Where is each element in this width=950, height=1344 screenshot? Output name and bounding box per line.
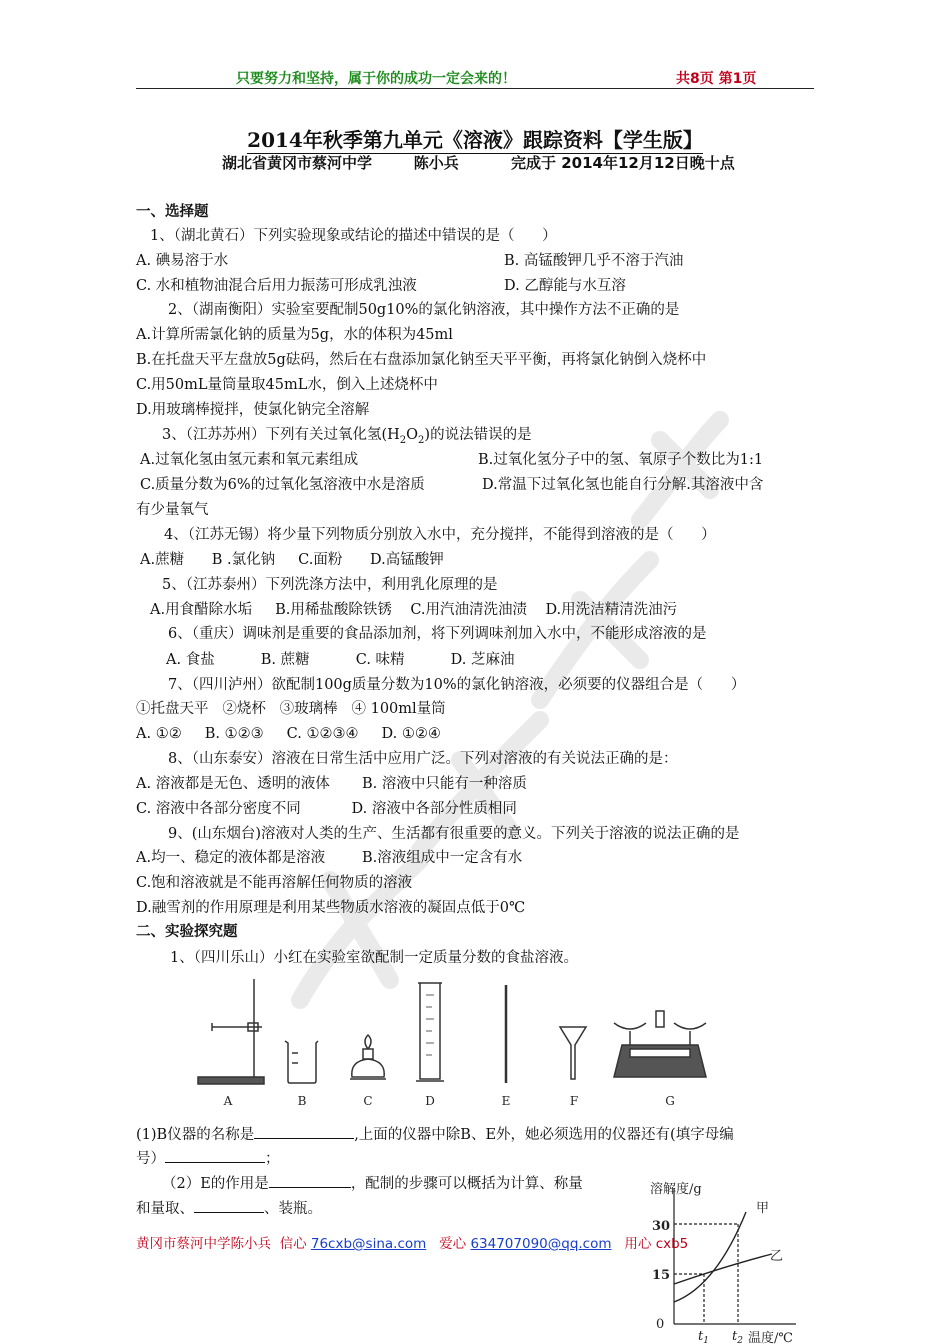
label-g: G [665, 1094, 675, 1108]
q4-options: A.蔗糖 B .氯化钠 C.面粉 D.高锰酸钾 [140, 552, 444, 568]
page-counter: 共8页 第1页 [676, 71, 757, 87]
header-motto: 只要努力和坚持，属于你的成功一定会来的！ [236, 71, 516, 87]
label-e: E [501, 1094, 511, 1108]
exp1-part1-cont: 号） ； [136, 1148, 280, 1169]
alcohol-lamp-illustration [350, 1035, 386, 1079]
q6-stem: 6、（重庆）调味剂是重要的食品添加剂，将下列调味剂加入水中，不能形成溶液的是 [168, 626, 707, 642]
solubility-graph [646, 1176, 806, 1344]
q3-option-a: A.过氧化氢由氢元素和氧元素组成 [140, 452, 359, 468]
section-experiment-heading: 二、实验探究题 [136, 924, 238, 940]
q3-option-d: D.常温下过氧化氢也能自行分解.其溶液中含 [482, 477, 764, 493]
origin-label: 0 [656, 1317, 665, 1332]
answer-blank[interactable] [165, 1148, 265, 1163]
q9-stem: 9、(山东烟台)溶液对人类的生产、生活都有很重要的意义。下列关于溶液的说法正确的是 [168, 826, 740, 842]
q5-stem: 5、（江苏泰州）下列洗涤方法中，利用乳化原理的是 [162, 577, 498, 593]
q1-option-a: A. 碘易溶于水 [136, 253, 229, 269]
footer: 黄冈市蔡河中学陈小兵 信心 76cxb@sina.com 爱心 634707090@qq.com 用心 cxb5 [136, 1236, 689, 1252]
header-rule [136, 88, 814, 89]
exp1-part2-cont: 和量取、 、装瓶。 [136, 1198, 322, 1219]
balance-illustration [614, 1011, 706, 1077]
q3-stem: 3、（江苏苏州）下列有关过氧化氢$(H_2O_2)$的说法错误的是 [162, 427, 532, 446]
y-tick-15: 15 [652, 1268, 671, 1283]
q2-option-c: C.用50mL量筒量取45mL水，倒入上述烧杯中 [136, 377, 438, 393]
apparatus-figure [190, 975, 720, 1115]
answer-blank[interactable] [254, 1124, 354, 1139]
funnel-illustration [560, 1027, 586, 1079]
q9-option-d: D.融雪剂的作用原理是利用某些物质水溶液的凝固点低于0℃ [136, 900, 526, 916]
q1-option-b: B. 高锰酸钾几乎不溶于汽油 [504, 253, 684, 269]
exp1-part2: （2）E的作用是 ，配制的步骤可以概括为计算、称量 [162, 1173, 583, 1194]
q7-options: A. ①② B. ①②③ C. ①②③④ D. ①②④ [136, 726, 441, 742]
beaker-illustration [285, 1041, 318, 1083]
label-c: C [363, 1094, 373, 1108]
q2-option-a: A.计算所需氯化钠的质量为5g，水的体积为45ml [136, 327, 453, 343]
answer-blank[interactable] [194, 1198, 264, 1213]
label-f: F [569, 1094, 579, 1108]
q6-options: A. 食盐 B. 蔗糖 C. 味精 D. 芝麻油 [166, 652, 515, 668]
q2-option-b: B.在托盘天平左盘放5g砝码，然后在右盘添加氯化钠至天平平衡，再将氯化钠倒入烧杯中 [136, 352, 707, 368]
q3-option-b: B.过氧化氢分子中的氢、氧原子个数比为1:1 [478, 452, 764, 468]
curve-jia [674, 1212, 746, 1302]
t1-label: $t_1$ [698, 1329, 709, 1344]
q7-stem: 7、（四川泸州）欲配制100g质量分数为10%的氯化钠溶液，必须要的仪器组合是（ ） [168, 677, 746, 693]
q8-options-ab: A. 溶液都是无色、透明的液体 B. 溶液中只能有一种溶质 [136, 776, 527, 792]
q8-options-cd: C. 溶液中各部分密度不同 D. 溶液中各部分性质相同 [136, 801, 517, 817]
q7-items: ①托盘天平 ②烧杯 ③玻璃棒 ④ 100ml量筒 [136, 701, 446, 717]
x-axis-label: 温度/℃ [748, 1331, 793, 1344]
q1-option-c: C. 水和植物油混合后用力振荡可形成乳浊液 [136, 278, 417, 294]
label-b: B [297, 1094, 307, 1108]
y-tick-30: 30 [652, 1219, 671, 1234]
author-line: 湖北省黄冈市蔡河中学 陈小兵 完成于 2014年12月12日晚十点 [222, 154, 735, 172]
email-link-2[interactable]: 634707090@qq.com [470, 1236, 612, 1252]
curve-jia-label: 甲 [756, 1201, 770, 1216]
exp1-part1: (1)B仪器的名称是 ,上面的仪器中除B、E外，她必须选用的仪器还有(填字母编 [136, 1124, 734, 1145]
graduated-cylinder-illustration [416, 983, 444, 1081]
curve-yi-label: 乙 [770, 1249, 784, 1264]
q2-stem: 2、（湖南衡阳）实验室要配制50g10%的氯化钠溶液，其中操作方法不正确的是 [168, 302, 680, 318]
label-a: A [223, 1094, 233, 1108]
q9-option-c: C.饱和溶液就是不能再溶解任何物质的溶液 [136, 875, 413, 891]
q8-stem: 8、（山东泰安）溶液在日常生活中应用广泛。下列对溶液的有关说法正确的是： [168, 751, 678, 767]
page-title: 2014年秋季第九单元《溶液》跟踪资料【学生版】 [247, 128, 703, 152]
q2-option-d: D.用玻璃棒搅拌，使氯化钠完全溶解 [136, 402, 370, 418]
answer-blank[interactable] [269, 1173, 351, 1188]
q1-option-d: D. 乙醇能与水互溶 [504, 278, 626, 294]
label-d: D [425, 1094, 435, 1108]
q3-option-c: C.质量分数为6%的过氧化氢溶液中水是溶质 [140, 477, 425, 493]
exp1-stem: 1、（四川乐山）小红在实验室欲配制一定质量分数的食盐溶液。 [170, 950, 578, 966]
t2-label: $t_2$ [732, 1329, 743, 1344]
q4-stem: 4、（江苏无锡）将少量下列物质分别放入水中，充分搅拌，不能得到溶液的是（ ） [164, 527, 716, 543]
section-choice-heading: 一、选择题 [136, 204, 209, 220]
y-axis-label: 溶解度/g [650, 1182, 702, 1197]
iron-stand-illustration [198, 979, 264, 1084]
q1-stem: 1、（湖北黄石）下列实验现象或结论的描述中错误的是（ ） [150, 228, 557, 244]
q9-options-ab: A.均一、稳定的液体都是溶液 B.溶液组成中一定含有水 [136, 850, 523, 866]
email-link-1[interactable]: 76cxb@sina.com [310, 1236, 427, 1252]
q5-options: A.用食醋除水垢 B.用稀盐酸除铁锈 C.用汽油清洗油渍 D.用洗洁精清洗油污 [150, 602, 678, 618]
q3-option-d-cont: 有少量氧气 [136, 502, 209, 518]
